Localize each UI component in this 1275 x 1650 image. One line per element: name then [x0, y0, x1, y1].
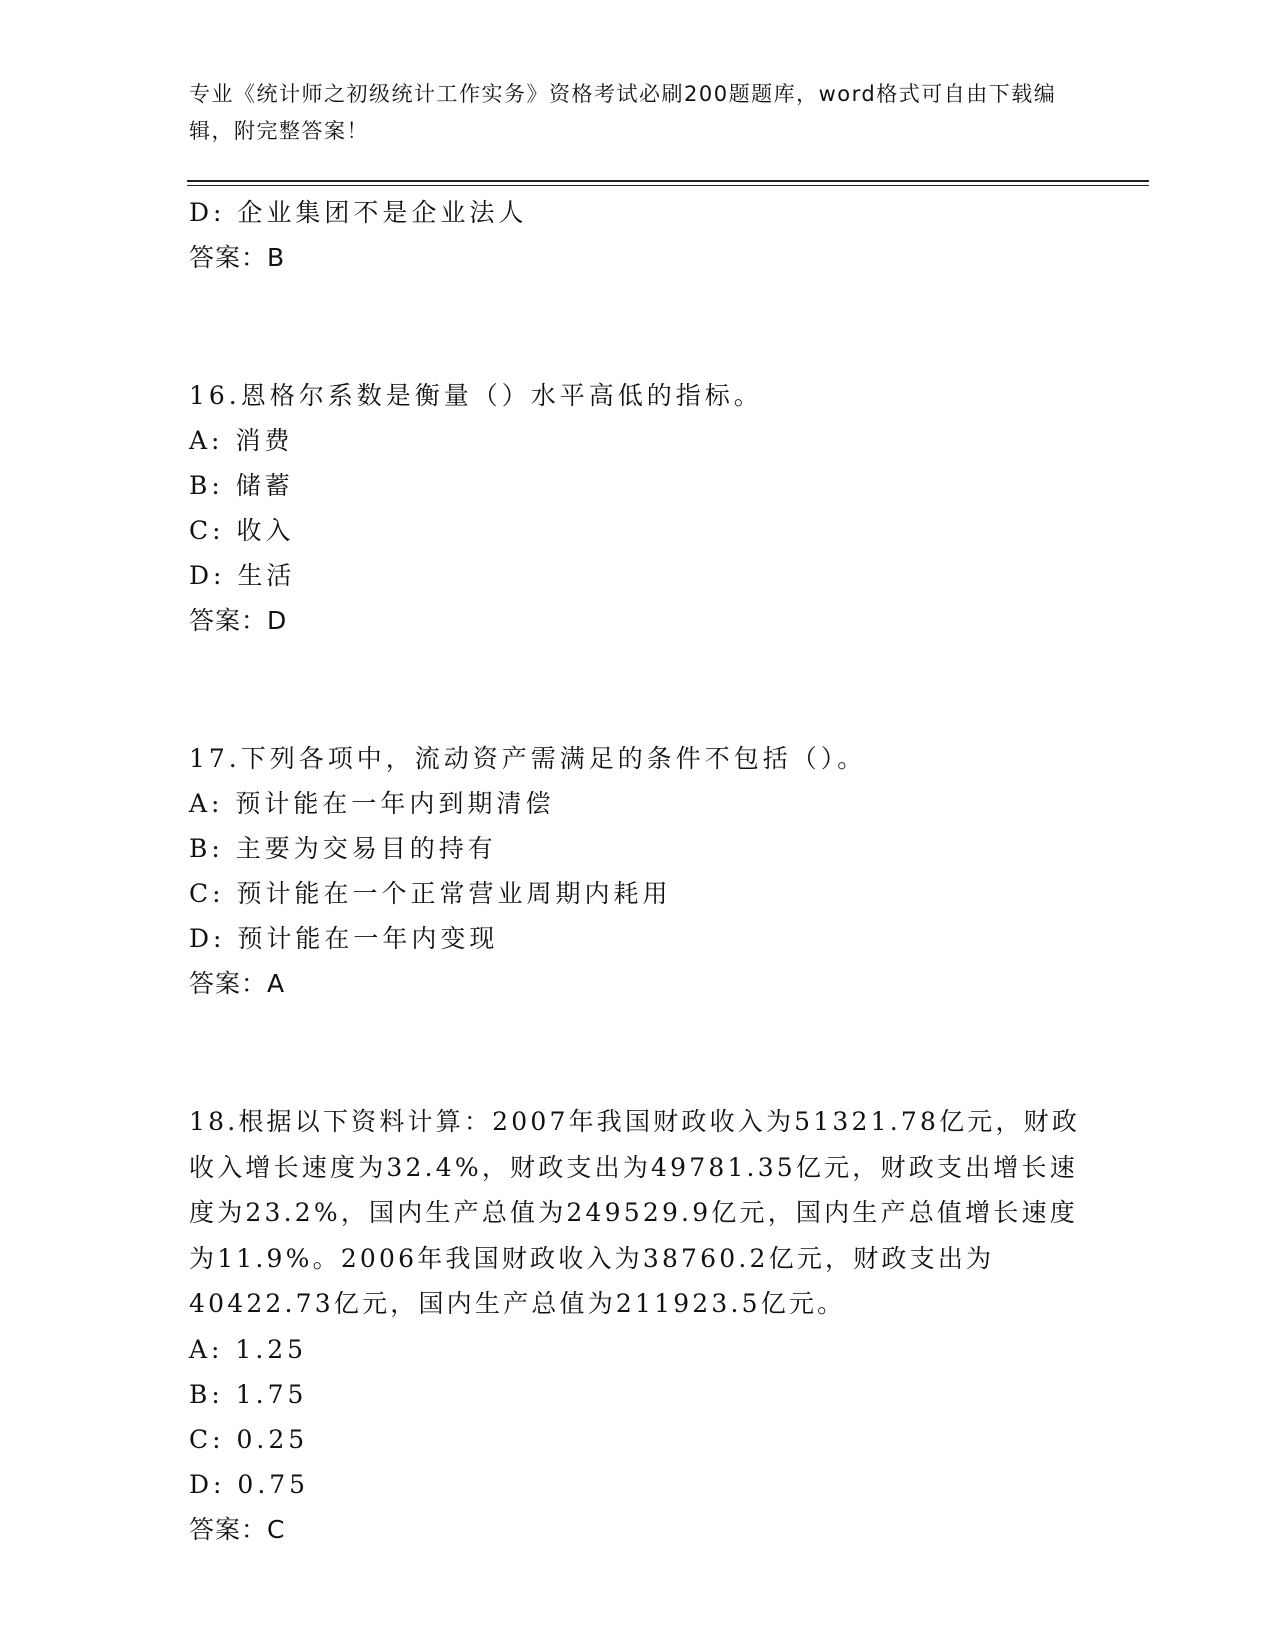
question-stem: 18.根据以下资料计算：2007年我国财政收入为51321.78亿元，财政收入增长速度为32.4%，财政支出为49781.35亿元，财政支出增长速度为23.2%，国内生产总值为249529.9亿元，国内生产总值增长速度为11.9%。2006年我国财政收入为38760.2亿元，财政支出为40422.73亿元，国内生产总值为211923.5亿元。 — [189, 1107, 1081, 1318]
option-b: B: 储蓄 — [189, 471, 294, 500]
option-b: B: 主要为交易目的持有 — [189, 834, 497, 863]
header-rule-thick — [187, 180, 1149, 182]
spacer — [189, 643, 1089, 736]
option-c: C: 预计能在一个正常营业周期内耗用 — [189, 879, 672, 908]
option-d: D: 0.75 — [189, 1469, 310, 1499]
question-stem: 16.恩格尔系数是衡量（）水平高低的指标。 — [189, 381, 763, 410]
answer-line: 答案：B — [189, 243, 286, 272]
answer-line: 答案：D — [189, 606, 288, 635]
question-stem: 17.下列各项中，流动资产需满足的条件不包括（）。 — [189, 744, 867, 773]
answer-line: 答案：A — [189, 969, 286, 998]
header-rule-thin — [187, 185, 1149, 186]
option-d: D: 生活 — [189, 561, 296, 590]
option-a: A: 预计能在一年内到期清偿 — [189, 789, 555, 818]
option-d: D: 企业集团不是企业法人 — [189, 198, 528, 227]
document-header: 专业《统计师之初级统计工作实务》资格考试必刷200题题库，word格式可自由下载编辑，附完整答案！ — [189, 82, 1057, 143]
option-d: D: 预计能在一年内变现 — [189, 924, 499, 953]
spacer — [189, 280, 1089, 373]
question-list — [189, 190, 1089, 1552]
option-a: A: 消费 — [189, 426, 294, 455]
spacer — [189, 1006, 1089, 1099]
option-b: B: 1.75 — [189, 1379, 308, 1409]
answer-line: 答案：C — [189, 1514, 286, 1544]
option-c: C: 0.25 — [189, 1424, 309, 1454]
option-a: A: 1.25 — [189, 1334, 308, 1364]
option-c: C: 收入 — [189, 516, 295, 545]
